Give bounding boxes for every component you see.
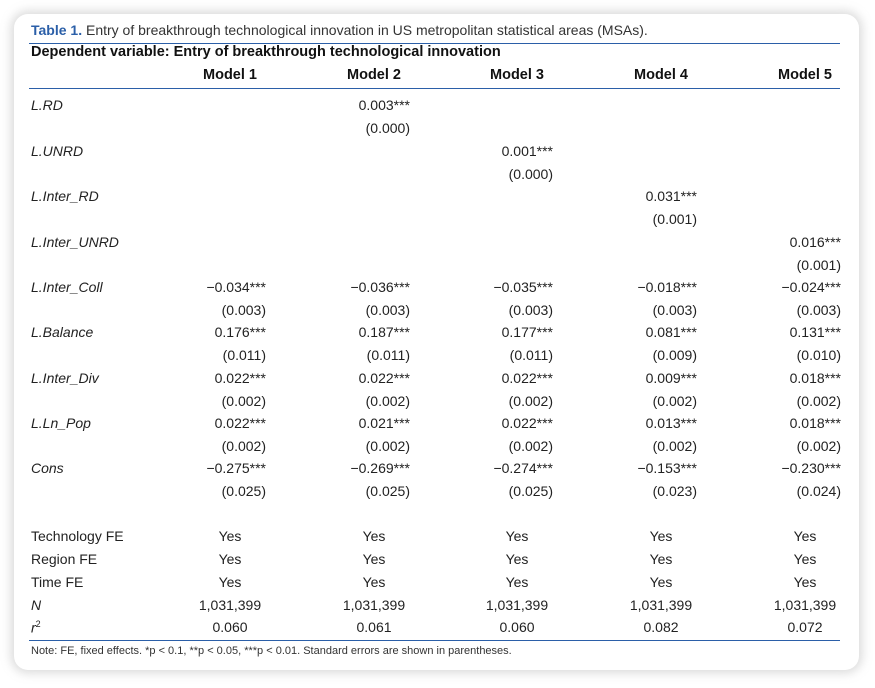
standard-error-cell: (0.003) [796,302,841,318]
table-card [14,14,859,670]
coefficient-cell: 0.001*** [501,143,553,159]
stat-row-label [31,574,83,590]
stat-cell: Yes [793,551,817,567]
standard-error-cell: (0.025) [365,483,410,499]
standard-error-cell: (0.024) [796,483,841,499]
stat-row-label-text: N [31,597,42,613]
column-header-model-3: Model 3 [490,67,544,83]
standard-error-cell: (0.002) [652,393,697,409]
coefficient-cell: −0.034*** [206,279,266,295]
standard-error-cell: (0.002) [365,438,410,454]
stat-row-label-text: r [31,619,36,636]
coefficient-cell: 0.003*** [358,97,410,113]
column-header-model-2: Model 2 [347,67,401,83]
standard-error-cell: (0.000) [508,166,553,182]
column-header-model-5: Model 5 [778,67,832,83]
stat-cell: 1,031,399 [198,597,262,613]
stat-cell: 0.060 [212,619,248,635]
stat-row-label-text: Time FE [31,574,84,590]
bottom-rule [29,640,840,641]
coefficient-cell: −0.024*** [781,279,841,295]
column-header-model-1: Model 1 [203,67,257,83]
coefficient-cell: 0.081*** [645,324,697,340]
standard-error-cell: (0.002) [221,438,266,454]
standard-error-cell: (0.009) [652,347,697,363]
standard-error-cell: (0.023) [652,483,697,499]
row-label: L.Balance [31,324,94,340]
standard-error-cell: (0.011) [366,347,410,363]
stat-cell: 1,031,399 [342,597,406,613]
standard-error-cell: (0.002) [796,438,841,454]
stat-cell: Yes [649,574,673,590]
table-caption-text: Entry of breakthrough technological innovation in US metropolitan statistical areas (MSAs). [85,22,648,38]
coefficient-cell: 0.031*** [645,188,697,204]
coefficient-cell: 0.022*** [501,370,553,386]
stat-cell: Yes [505,574,529,590]
stat-cell: 1,031,399 [773,597,837,613]
stat-row-label-text: Technology FE [31,528,124,544]
stat-cell: 0.060 [499,619,535,635]
standard-error-cell: (0.003) [652,302,697,318]
row-label: L.Inter_Div [31,370,99,386]
coefficient-cell: 0.009*** [645,370,697,386]
stat-cell: Yes [793,528,817,544]
standard-error-cell: (0.002) [365,393,410,409]
row-label: L.Ln_Pop [31,415,91,431]
coefficient-cell: −0.036*** [350,279,410,295]
stat-row-label-superscript: 2 [35,619,41,629]
dependent-variable-header: Dependent variable: Entry of breakthrough technological innovation [31,44,501,60]
coefficient-cell: 0.187*** [358,324,410,340]
coefficient-cell: 0.022*** [214,415,266,431]
row-label: L.Inter_Coll [31,279,103,295]
coefficient-cell: −0.275*** [206,460,266,476]
stat-cell: Yes [218,574,242,590]
coefficient-cell: 0.013*** [645,415,697,431]
standard-error-cell: (0.011) [509,347,553,363]
coefficient-cell: −0.153*** [637,460,697,476]
coefficient-cell: 0.176*** [214,324,266,340]
stat-cell: Yes [218,528,242,544]
coefficient-cell: −0.269*** [350,460,410,476]
stat-cell: Yes [362,574,386,590]
header-rule [29,88,840,89]
table-caption [31,22,648,38]
table-caption-label: Table 1. [31,22,83,38]
stat-cell: Yes [505,528,529,544]
stat-cell: Yes [793,574,817,590]
stat-row-label-text: Region FE [31,551,98,567]
coefficient-cell: −0.230*** [781,460,841,476]
stat-cell: Yes [649,551,673,567]
coefficient-cell: −0.274*** [493,460,553,476]
standard-error-cell: (0.010) [796,347,841,363]
stat-cell: Yes [362,528,386,544]
stat-cell: 1,031,399 [485,597,549,613]
stat-row-label [31,551,97,567]
standard-error-cell: (0.002) [652,438,697,454]
standard-error-cell: (0.000) [365,120,410,136]
stat-row-label [31,528,124,544]
stat-cell: Yes [649,528,673,544]
stat-row-label [31,597,41,613]
stat-cell: 0.061 [356,619,392,635]
standard-error-cell: (0.002) [221,393,266,409]
row-label: Cons [31,460,64,476]
stat-cell: 1,031,399 [629,597,693,613]
stat-cell: Yes [218,551,242,567]
table-note: Note: FE, fixed effects. *p < 0.1, **p < 0.05, ***p < 0.01. Standard errors are shown in parentheses. [31,645,512,657]
standard-error-cell: (0.025) [221,483,266,499]
standard-error-cell: (0.003) [508,302,553,318]
stat-cell: Yes [362,551,386,567]
stat-cell: 0.072 [787,619,823,635]
coefficient-cell: 0.022*** [214,370,266,386]
coefficient-cell: −0.018*** [637,279,697,295]
column-header-model-4: Model 4 [634,67,688,83]
standard-error-cell: (0.001) [796,257,841,273]
coefficient-cell: 0.177*** [501,324,553,340]
standard-error-cell: (0.003) [221,302,266,318]
standard-error-cell: (0.003) [365,302,410,318]
row-label: L.RD [31,97,63,113]
row-label: L.UNRD [31,143,84,159]
coefficient-cell: −0.035*** [493,279,553,295]
standard-error-cell: (0.002) [508,393,553,409]
coefficient-cell: 0.016*** [789,234,841,250]
coefficient-cell: 0.021*** [358,415,410,431]
coefficient-cell: 0.022*** [358,370,410,386]
coefficient-cell: 0.018*** [789,370,841,386]
standard-error-cell: (0.002) [508,438,553,454]
standard-error-cell: (0.002) [796,393,841,409]
coefficient-cell: 0.022*** [501,415,553,431]
stat-cell: 0.082 [643,619,679,635]
coefficient-cell: 0.131*** [789,324,841,340]
row-label: L.Inter_RD [31,188,99,204]
stat-row-label [31,619,41,636]
standard-error-cell: (0.011) [222,347,266,363]
row-label: L.Inter_UNRD [31,234,119,250]
standard-error-cell: (0.001) [652,211,697,227]
stat-cell: Yes [505,551,529,567]
coefficient-cell: 0.018*** [789,415,841,431]
standard-error-cell: (0.025) [508,483,553,499]
